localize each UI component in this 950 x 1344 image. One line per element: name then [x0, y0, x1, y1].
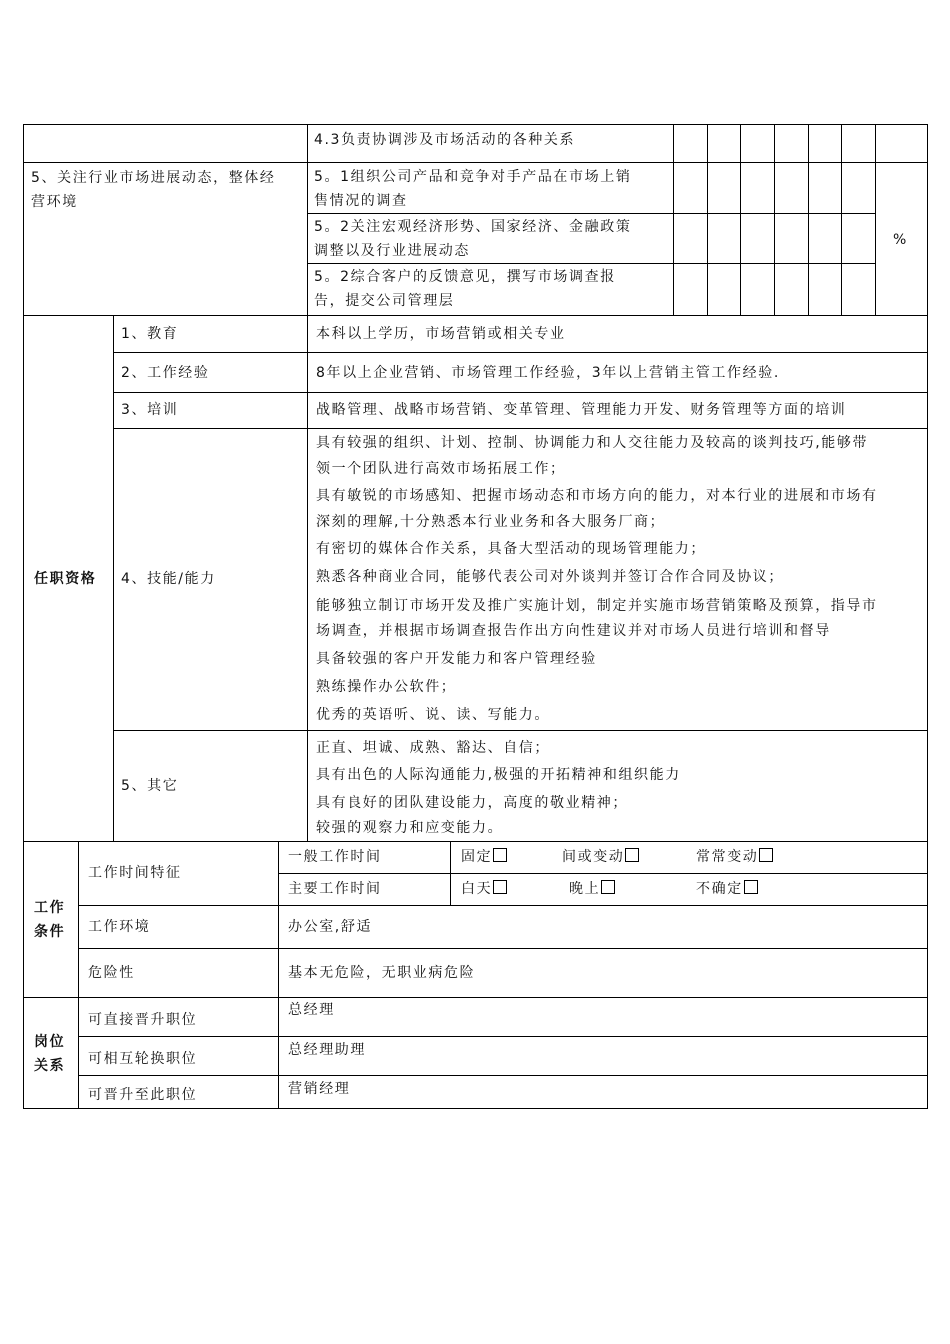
- qualifications-label: 任职资格: [34, 571, 97, 587]
- rotate-value: 总经理助理: [288, 1042, 366, 1058]
- skills-line: 领一个团队进行高效市场拓展工作；: [316, 461, 566, 477]
- frequent-checkbox[interactable]: [759, 848, 773, 862]
- option-frequent: 常常变动: [696, 848, 773, 866]
- work-conditions-label-cont: 条件: [34, 924, 66, 940]
- occasional-checkbox[interactable]: [625, 848, 639, 862]
- duty-5-2: 5。2关注宏观经济形势、国家经济、金融政策: [314, 219, 632, 235]
- risk-value: 基本无危险，无职业病危险: [288, 965, 476, 981]
- experience-value: 8年以上企业营销、市场管理工作经验，3年以上营销主管工作经验.: [316, 365, 780, 381]
- other-line: 正直、坦诚、成熟、豁达、自信；: [316, 740, 550, 756]
- other-line: 具有良好的团队建设能力，高度的敬业精神；: [316, 795, 628, 811]
- skills-line: 具有敏锐的市场感知、把握市场动态和市场方向的能力，对本行业的进展和市场有: [316, 488, 878, 504]
- skills-line: 有密切的媒体合作关系，具备大型活动的现场管理能力；: [316, 541, 706, 557]
- skills-label: 4、技能/能力: [121, 571, 216, 587]
- option-fixed: 固定: [461, 848, 507, 866]
- skills-line: 深刻的理解,十分熟悉本行业业务和各大服务厂商；: [316, 514, 666, 530]
- fixed-checkbox[interactable]: [493, 848, 507, 862]
- option-uncertain: 不确定: [696, 880, 758, 898]
- skills-line: 具有较强的组织、计划、控制、协调能力和人交往能力及较高的谈判技巧,能够带: [316, 435, 869, 451]
- position-relations-label-cont: 关系: [34, 1058, 66, 1074]
- option-daytime: 白天: [461, 880, 507, 898]
- skills-line: 场调查，并根据市场调查报告作出方向性建议并对市场人员进行培训和督导: [316, 623, 831, 639]
- education-label: 1、教育: [121, 326, 179, 342]
- training-label: 3、培训: [121, 402, 179, 418]
- other-line: 具有出色的人际沟通能力,极强的开拓精神和组织能力: [316, 767, 681, 783]
- environment-value: 办公室,舒适: [288, 919, 373, 935]
- other-line: 较强的观察力和应变能力。: [316, 820, 504, 836]
- option-occasional: 间或变动: [562, 848, 639, 866]
- promote-from-value: 营销经理: [288, 1081, 351, 1097]
- position-relations-label: 岗位: [34, 1034, 66, 1050]
- skills-line: 熟练操作办公软件；: [316, 679, 457, 695]
- percent-sign: %: [893, 232, 907, 248]
- duty-5-3-cont: 告，提交公司管理层: [314, 293, 455, 309]
- risk-label: 危险性: [88, 965, 135, 981]
- skills-line: 优秀的英语听、说、读、写能力。: [316, 707, 550, 723]
- promote-to-value: 总经理: [288, 1002, 335, 1018]
- night-checkbox[interactable]: [601, 880, 615, 894]
- promote-to-label: 可直接晋升职位: [88, 1012, 198, 1028]
- uncertain-checkbox[interactable]: [744, 880, 758, 894]
- general-time-label: 一般工作时间: [288, 849, 382, 865]
- duty-5-2-cont: 调整以及行业进展动态: [314, 243, 470, 259]
- daytime-checkbox[interactable]: [493, 880, 507, 894]
- experience-label: 2、工作经验: [121, 365, 210, 381]
- rotate-label: 可相互轮换职位: [88, 1051, 198, 1067]
- environment-label: 工作环境: [88, 919, 151, 935]
- work-conditions-label: 工作: [34, 900, 66, 916]
- duty-5-1: 5。1组织公司产品和竞争对手产品在市场上销: [314, 169, 632, 185]
- promote-from-label: 可晋升至此职位: [88, 1087, 198, 1103]
- duty-item5-label-cont: 营环境: [31, 194, 78, 210]
- option-night: 晚上: [569, 880, 615, 898]
- skills-line: 具备较强的客户开发能力和客户管理经验: [316, 651, 597, 667]
- training-value: 战略管理、战略市场营销、变革管理、管理能力开发、财务管理等方面的培训: [316, 402, 847, 418]
- main-time-label: 主要工作时间: [288, 881, 382, 897]
- duty-4-3: 4.3负责协调涉及市场活动的各种关系: [314, 132, 576, 148]
- skills-line: 熟悉各种商业合同，能够代表公司对外谈判并签订合作合同及协议；: [316, 569, 784, 585]
- duty-item5-label: 5、关注行业市场进展动态，整体经: [31, 170, 276, 186]
- skills-line: 能够独立制订市场开发及推广实施计划，制定并实施市场营销策略及预算，指导市: [316, 598, 878, 614]
- duty-5-1-cont: 售情况的调查: [314, 193, 408, 209]
- other-label: 5、其它: [121, 778, 179, 794]
- education-value: 本科以上学历，市场营销或相关专业: [316, 326, 566, 342]
- work-time-label: 工作时间特征: [88, 865, 182, 881]
- duty-5-3: 5。2综合客户的反馈意见，撰写市场调查报: [314, 269, 616, 285]
